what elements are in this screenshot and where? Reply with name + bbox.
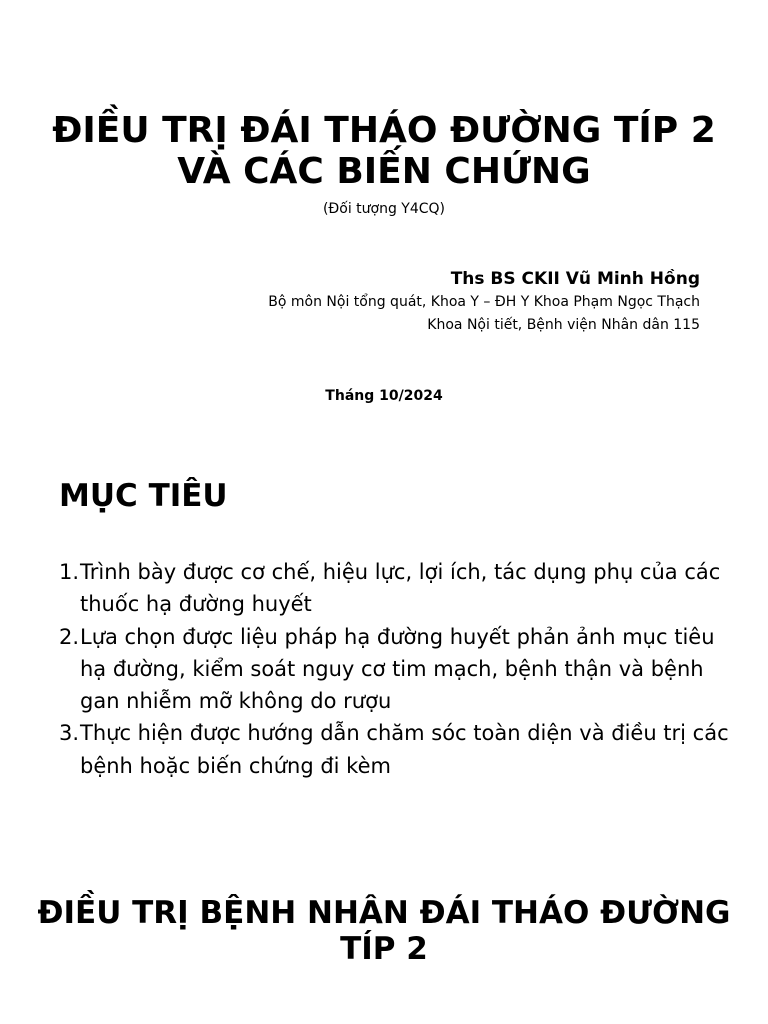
objective-text: Trình bày được cơ chế, hiệu lực, lợi ích, tác dụng phụ của các thuốc hạ đường huyết — [80, 560, 721, 617]
objectives-heading: MỤC TIÊU — [59, 478, 228, 514]
document-title — [0, 110, 768, 192]
author-affiliation-department: Bộ môn Nội tổng quát, Khoa Y – ĐH Y Khoa Phạm Ngọc Thạch — [268, 294, 700, 310]
objective-text: Lựa chọn được liệu pháp hạ đường huyết phản ảnh mục tiêu hạ đường, kiểm soát nguy cơ tim mạch, bệnh thận và bệnh gan nhiễm mỡ không do rượu — [80, 624, 715, 714]
author-name: Ths BS CKII Vũ Minh Hồng — [450, 269, 700, 289]
objective-number: 3. — [59, 721, 80, 746]
target-audience-subtitle: (Đối tượng Y4CQ) — [322, 201, 446, 217]
objective-item — [59, 621, 729, 718]
section-title — [0, 895, 768, 967]
section-title-line-2: TÍP 2 — [340, 931, 428, 967]
section-title-line-1: ĐIỀU TRỊ BỆNH NHÂN ĐÁI THÁO ĐƯỜNG — [37, 895, 731, 931]
author-block — [268, 267, 700, 337]
document-title-line-2: VÀ CÁC BIẾN CHỨNG — [177, 151, 591, 192]
objectives-list — [59, 556, 729, 782]
objective-item — [59, 717, 729, 782]
objective-number: 1. — [59, 560, 80, 584]
author-affiliation-hospital: Khoa Nội tiết, Bệnh viện Nhân dân 115 — [427, 317, 700, 333]
objective-item — [59, 556, 729, 621]
objective-text: Thực hiện được hướng dẫn chăm sóc toàn diện và điều trị các bệnh hoặc biến chứng đi kèm — [80, 721, 729, 778]
document-title-line-1: ĐIỀU TRỊ ĐÁI THÁO ĐƯỜNG TÍP 2 — [52, 110, 716, 151]
objective-number: 2. — [59, 624, 80, 649]
presentation-date: Tháng 10/2024 — [325, 388, 443, 404]
